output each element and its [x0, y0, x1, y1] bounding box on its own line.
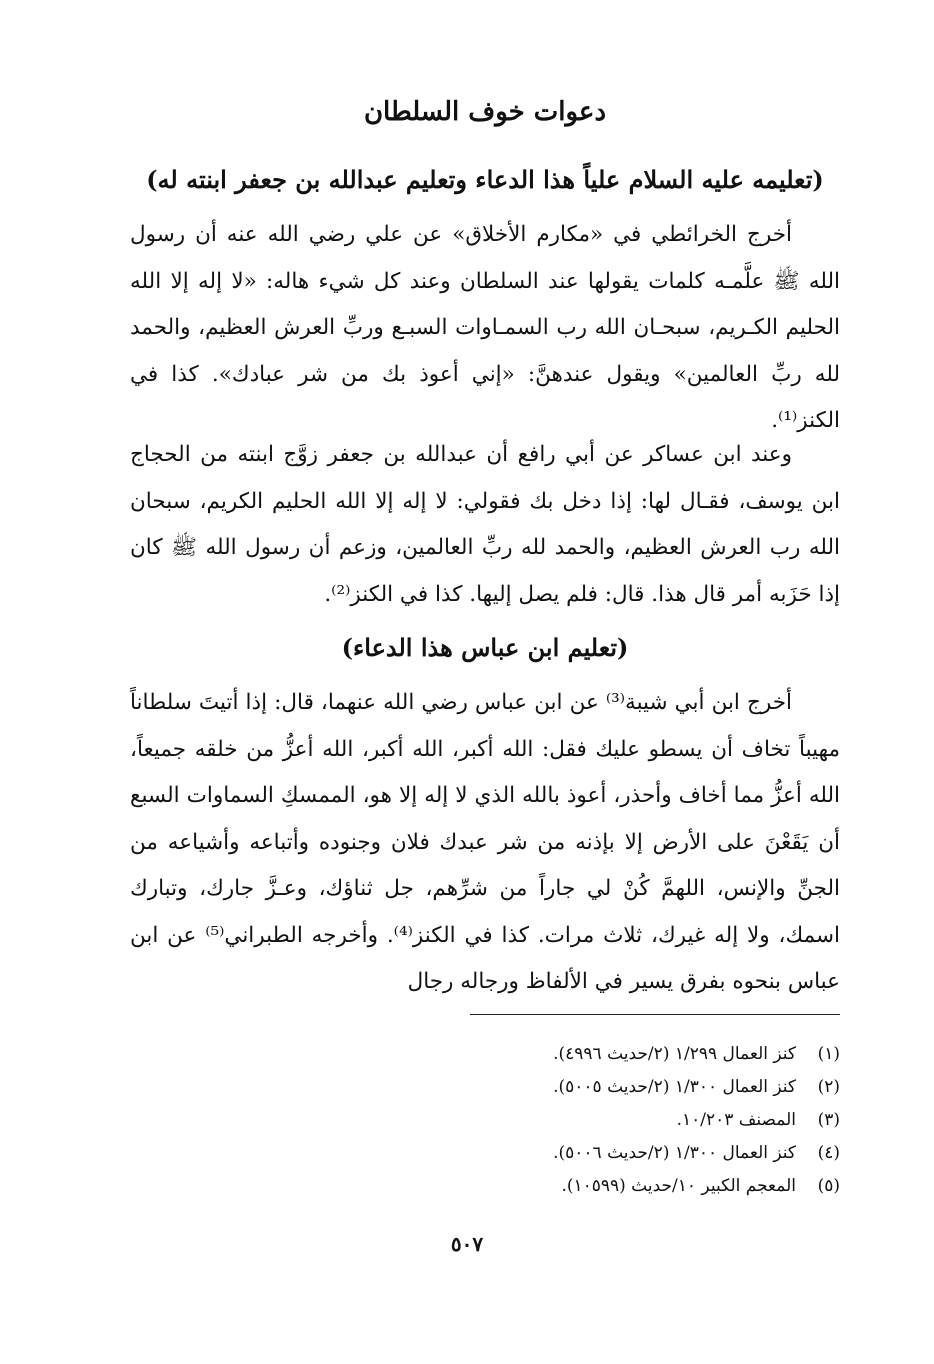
- footnote-item: [130, 1104, 840, 1137]
- section-heading-ibn-abbas-dua: (تعليم ابن عباس هذا الدعاء): [341, 633, 629, 662]
- section-heading-ali-dua: (تعليمه عليه السلام علياً هذا الدعاء وتعليم عبدالله بن جعفر ابنته له): [146, 165, 824, 194]
- footnote-number: (١): [817, 1044, 840, 1064]
- footnotes-list: [130, 1038, 840, 1203]
- footnote-number: (٢): [817, 1077, 840, 1097]
- running-header: [130, 92, 840, 132]
- footnote-item: [130, 1038, 840, 1071]
- paragraph-kharaiti-narration: أخرج الخرائطي في «مكارم الأخلاق» عن علي رضي الله عنه أن رسول الله ﷺ علَّمـه كلمات يقولها عند السلطان وعند كل شيء هاله: «لا إله إلا الله الحليم الكـريم، سبحـان الله رب السمـاوات السبـع وربِّ العرش العظيم، والحمد لله ربِّ العالمين» ويقول عندهنَّ: «إني أعوذ بك من شر عبادك». كذا في الكنز⁽¹⁾.: [130, 222, 840, 433]
- footnote-number: (٥): [817, 1176, 840, 1196]
- paragraph-ibn-abi-shaybah-narration: أخرج ابن أبي شيبة⁽³⁾ عن ابن عباس رضي الله عنهما، قال: إذا أتيتَ سلطاناً مهيباً تخاف أن يسطو عليك فقل: الله أكبر، الله أكبر، الله أعزُّ من خلقه جميعاً، الله أعزُّ مما أخاف وأحذر، أعوذ بالله الذي لا إله إلا هو، الممسكِ السماوات السبع أن يَقَعْنَ على الأرض إلا بإذنه من شر عبدك فلان وجنوده وأتباعه وأشياعه من الجنِّ والإنس، اللهمَّ كُنْ لي جاراً من شرِّهم، جل ثناؤك، وعـزَّ جارك، وتبارك اسمك، ولا إله غيرك، ثلاث مرات. كذا في الكنز⁽⁴⁾. وأخرجه الطبراني⁽⁵⁾ عن ابن عباس بنحوه بفرق يسير في الألفاظ ورجاله رجال: [130, 690, 840, 994]
- footnote-number: (٣): [817, 1110, 840, 1130]
- page-number: ٥٠٧: [450, 1232, 484, 1256]
- footnote-item: [130, 1137, 840, 1170]
- footnote-text: كنز العمال ١/٣٠٠ (٢/حديث ٥٠٠٦).: [553, 1143, 796, 1163]
- footnote-item: [130, 1170, 840, 1203]
- footnote-text: المصنف ١٠/٢٠٣.: [676, 1110, 796, 1130]
- footnote-number: (٤): [817, 1143, 840, 1163]
- footnote-item: [130, 1071, 840, 1104]
- paragraph-ibn-asakir-narration: وعند ابن عساكر عن أبي رافع أن عبدالله بن جعفر زوَّج ابنته من الحجاج ابن يوسف، فقـال لها: إذا دخل بك فقولي: لا إله إلا الله الحليم الكريم، سبحان الله رب العرش العظيم، والحمد لله ربِّ العالمين، وزعم أن رسول الله ﷺ كان إذا حَزَبه أمر قال هذا. قال: فلم يصل إليها. كذا في الكنز⁽²⁾.: [130, 442, 840, 607]
- footnote-text: المعجم الكبير ١٠/حديث (١٠٥٩٩).: [561, 1176, 796, 1196]
- footnote-divider: [470, 1014, 840, 1015]
- chapter-title: دعوات خوف السلطان: [363, 97, 607, 127]
- footnote-text: كنز العمال ١/٢٩٩ (٢/حديث ٤٩٩٦).: [553, 1044, 796, 1064]
- footnote-text: كنز العمال ١/٣٠٠ (٢/حديث ٥٠٠٥).: [553, 1077, 796, 1097]
